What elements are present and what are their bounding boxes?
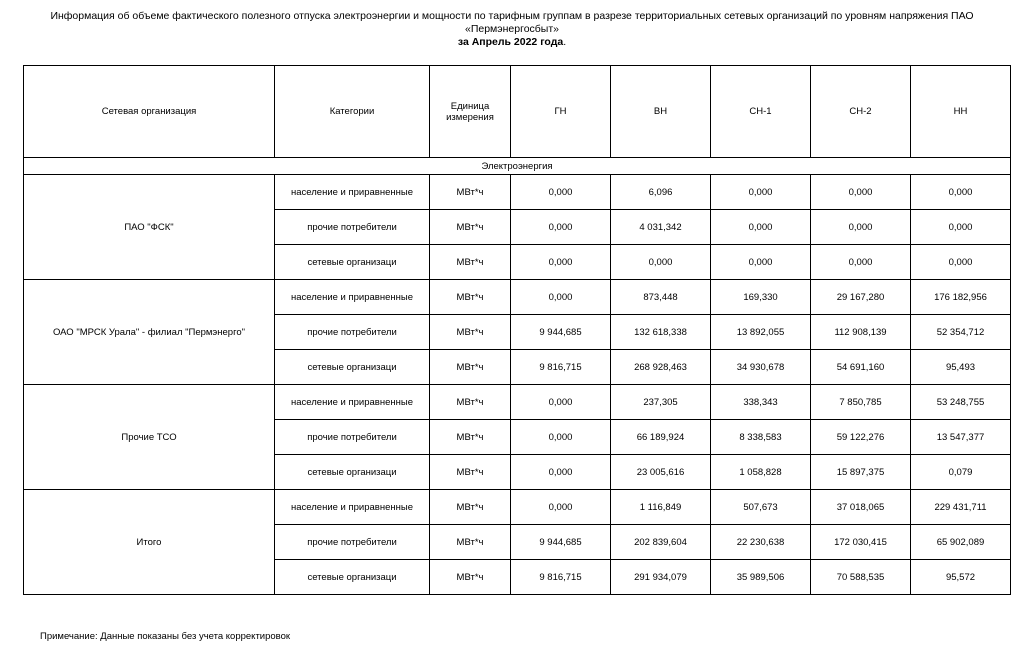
value-cell-sn1: 169,330 xyxy=(711,280,811,315)
value-cell-sn1: 34 930,678 xyxy=(711,350,811,385)
value-cell-nn: 0,000 xyxy=(911,175,1011,210)
value-cell-sn2: 59 122,276 xyxy=(811,420,911,455)
value-cell-gn: 0,000 xyxy=(511,455,611,490)
value-cell-gn: 0,000 xyxy=(511,420,611,455)
header-gn: ГН xyxy=(511,66,611,158)
value-cell-sn2: 7 850,785 xyxy=(811,385,911,420)
value-cell-gn: 0,000 xyxy=(511,210,611,245)
org-name-cell: Прочие ТСО xyxy=(24,385,275,490)
value-cell-nn: 52 354,712 xyxy=(911,315,1011,350)
value-cell-vn: 237,305 xyxy=(611,385,711,420)
section-row xyxy=(24,158,1011,175)
value-cell-vn: 268 928,463 xyxy=(611,350,711,385)
title-period: за Апрель 2022 года xyxy=(457,36,564,48)
value-cell-nn: 229 431,711 xyxy=(911,490,1011,525)
category-cell: население и приравненные xyxy=(275,385,430,420)
unit-cell: МВт*ч xyxy=(430,385,511,420)
value-cell-sn2: 29 167,280 xyxy=(811,280,911,315)
title-line-1: Информация об объеме фактического полезного отпуска электроэнергии и мощности по тарифным группам в разрезе территориальных сетевых организаций по уровням напряжения ПАО xyxy=(50,10,974,22)
category-cell: население и приравненные xyxy=(275,280,430,315)
value-cell-vn: 23 005,616 xyxy=(611,455,711,490)
unit-cell: МВт*ч xyxy=(430,525,511,560)
value-cell-vn: 6,096 xyxy=(611,175,711,210)
value-cell-sn2: 70 588,535 xyxy=(811,560,911,595)
value-cell-nn: 65 902,089 xyxy=(911,525,1011,560)
value-cell-sn1: 0,000 xyxy=(711,175,811,210)
value-cell-sn2: 15 897,375 xyxy=(811,455,911,490)
category-cell: прочие потребители xyxy=(275,315,430,350)
table-row xyxy=(24,385,1011,420)
value-cell-nn: 0,079 xyxy=(911,455,1011,490)
unit-cell: МВт*ч xyxy=(430,175,511,210)
report-table xyxy=(23,65,1011,595)
value-cell-sn1: 22 230,638 xyxy=(711,525,811,560)
category-cell: сетевые организаци xyxy=(275,560,430,595)
unit-cell: МВт*ч xyxy=(430,210,511,245)
value-cell-sn1: 13 892,055 xyxy=(711,315,811,350)
category-cell: сетевые организаци xyxy=(275,245,430,280)
value-cell-vn: 873,448 xyxy=(611,280,711,315)
value-cell-sn1: 507,673 xyxy=(711,490,811,525)
unit-cell: МВт*ч xyxy=(430,560,511,595)
value-cell-nn: 176 182,956 xyxy=(911,280,1011,315)
category-cell: население и приравненные xyxy=(275,490,430,525)
value-cell-sn2: 0,000 xyxy=(811,245,911,280)
value-cell-vn: 202 839,604 xyxy=(611,525,711,560)
value-cell-sn2: 0,000 xyxy=(811,175,911,210)
org-name-cell: ПАО "ФСК" xyxy=(24,175,275,280)
header-sn2: СН-2 xyxy=(811,66,911,158)
unit-cell: МВт*ч xyxy=(430,420,511,455)
value-cell-vn: 1 116,849 xyxy=(611,490,711,525)
value-cell-nn: 0,000 xyxy=(911,210,1011,245)
value-cell-sn1: 0,000 xyxy=(711,245,811,280)
header-nn: НН xyxy=(911,66,1011,158)
table-row xyxy=(24,280,1011,315)
unit-cell: МВт*ч xyxy=(430,490,511,525)
unit-cell: МВт*ч xyxy=(430,280,511,315)
title-line-3 xyxy=(40,36,984,49)
value-cell-gn: 0,000 xyxy=(511,280,611,315)
value-cell-gn: 0,000 xyxy=(511,385,611,420)
value-cell-gn: 9 944,685 xyxy=(511,525,611,560)
header-sn1: СН-1 xyxy=(711,66,811,158)
unit-cell: МВт*ч xyxy=(430,455,511,490)
unit-cell: МВт*ч xyxy=(430,350,511,385)
value-cell-gn: 9 944,685 xyxy=(511,315,611,350)
value-cell-sn2: 112 908,139 xyxy=(811,315,911,350)
value-cell-vn: 4 031,342 xyxy=(611,210,711,245)
value-cell-sn2: 0,000 xyxy=(811,210,911,245)
category-cell: сетевые организаци xyxy=(275,350,430,385)
value-cell-vn: 66 189,924 xyxy=(611,420,711,455)
unit-cell: МВт*ч xyxy=(430,245,511,280)
header-vn: ВН xyxy=(611,66,711,158)
category-cell: население и приравненные xyxy=(275,175,430,210)
table-row xyxy=(24,175,1011,210)
value-cell-nn: 95,493 xyxy=(911,350,1011,385)
value-cell-sn1: 338,343 xyxy=(711,385,811,420)
value-cell-nn: 13 547,377 xyxy=(911,420,1011,455)
value-cell-vn: 132 618,338 xyxy=(611,315,711,350)
category-cell: прочие потребители xyxy=(275,210,430,245)
category-cell: прочие потребители xyxy=(275,420,430,455)
category-cell: прочие потребители xyxy=(275,525,430,560)
section-label: Электроэнергия xyxy=(24,158,1011,175)
value-cell-gn: 0,000 xyxy=(511,175,611,210)
value-cell-nn: 0,000 xyxy=(911,245,1011,280)
value-cell-nn: 53 248,755 xyxy=(911,385,1011,420)
value-cell-sn1: 1 058,828 xyxy=(711,455,811,490)
value-cell-gn: 9 816,715 xyxy=(511,560,611,595)
title-period-suffix: . xyxy=(563,36,567,48)
header-unit: Единица измерения xyxy=(430,66,511,158)
value-cell-sn1: 35 989,506 xyxy=(711,560,811,595)
footnote: Примечание: Данные показаны без учета корректировок xyxy=(40,631,291,642)
value-cell-sn2: 37 018,065 xyxy=(811,490,911,525)
category-cell: сетевые организаци xyxy=(275,455,430,490)
header-org: Сетевая организация xyxy=(24,66,275,158)
org-name-cell: ОАО "МРСК Урала" - филиал "Пермэнерго" xyxy=(24,280,275,385)
value-cell-gn: 0,000 xyxy=(511,245,611,280)
value-cell-sn1: 8 338,583 xyxy=(711,420,811,455)
value-cell-sn1: 0,000 xyxy=(711,210,811,245)
table-row xyxy=(24,490,1011,525)
header-category: Категории xyxy=(275,66,430,158)
value-cell-gn: 0,000 xyxy=(511,490,611,525)
value-cell-vn: 0,000 xyxy=(611,245,711,280)
value-cell-sn2: 54 691,160 xyxy=(811,350,911,385)
report-title xyxy=(40,10,984,49)
title-line-2: «Пермэнергосбыт» xyxy=(464,23,560,35)
header-row xyxy=(24,66,1011,158)
value-cell-vn: 291 934,079 xyxy=(611,560,711,595)
org-name-cell: Итого xyxy=(24,490,275,595)
value-cell-gn: 9 816,715 xyxy=(511,350,611,385)
value-cell-nn: 95,572 xyxy=(911,560,1011,595)
value-cell-sn2: 172 030,415 xyxy=(811,525,911,560)
unit-cell: МВт*ч xyxy=(430,315,511,350)
